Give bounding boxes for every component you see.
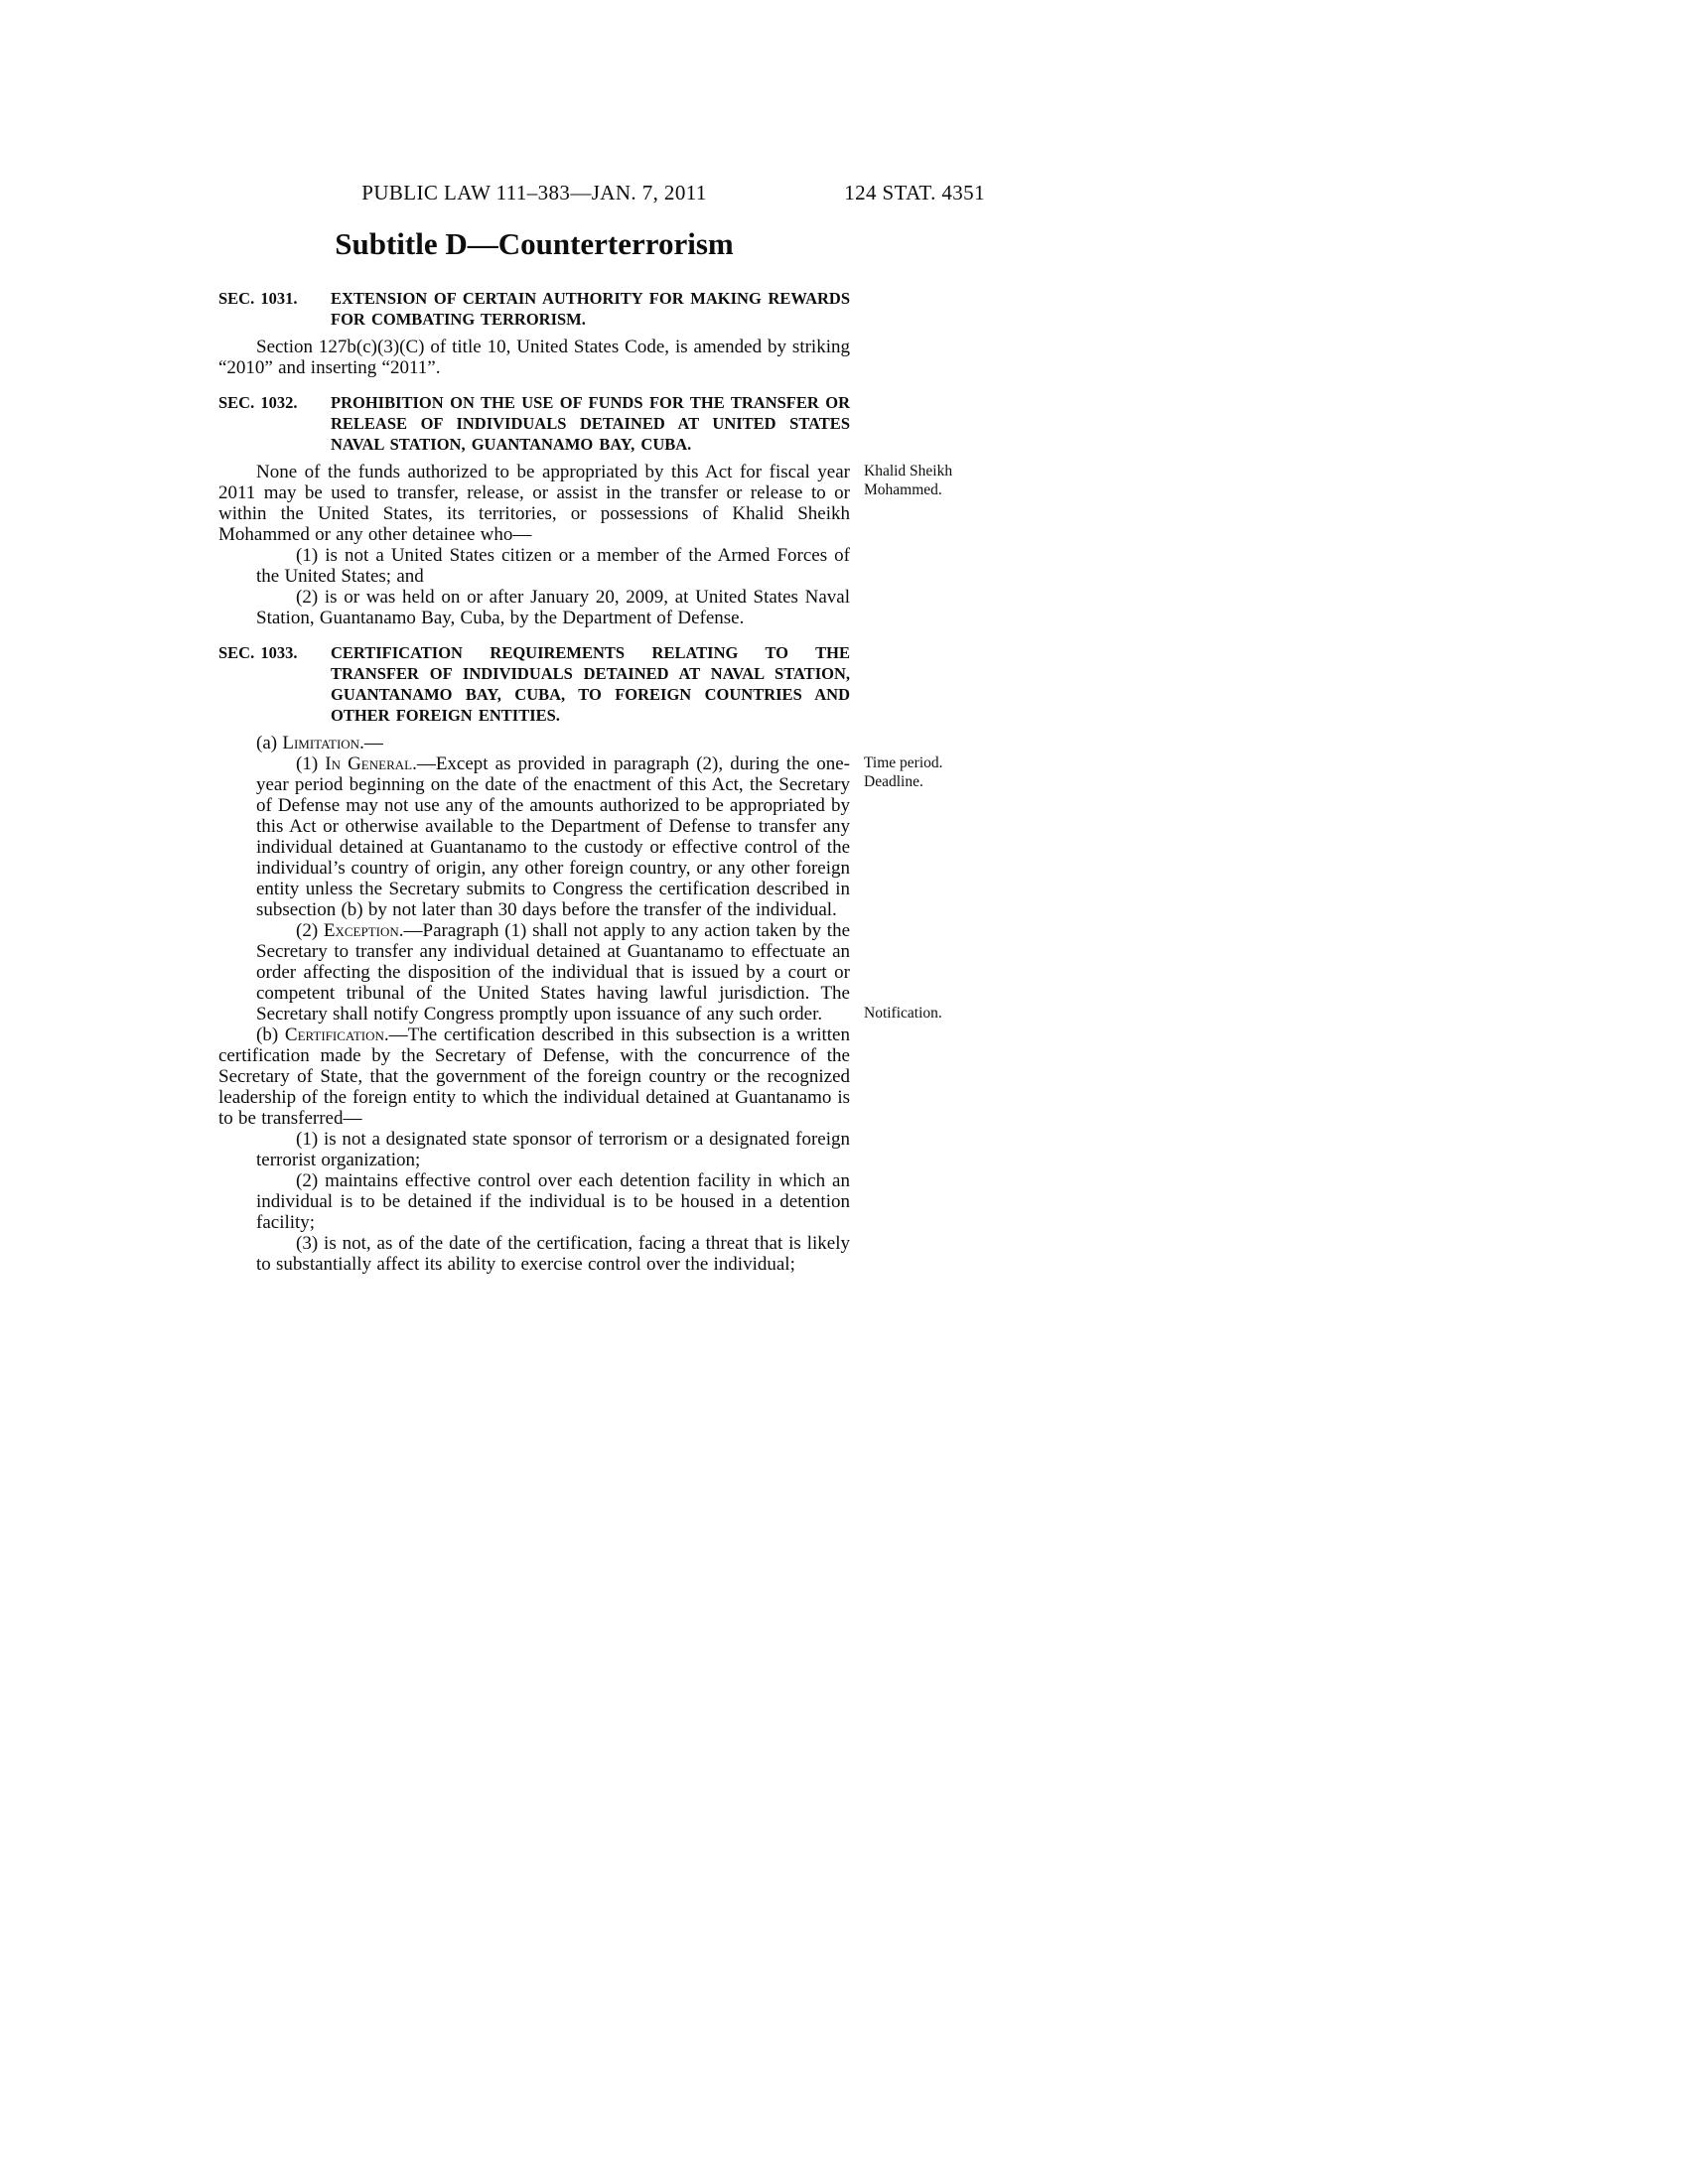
sec-1033-clause-b3: (3) is not, as of the date of the certification, facing a threat that is likely to substantially affect its ability to exercise control over the individual;	[256, 1233, 850, 1275]
margin-note-time-period: Time period.	[864, 754, 943, 771]
sec-1033-paragraph-a1	[256, 753, 850, 920]
subtitle-heading: Subtitle D—Counterterrorism	[335, 226, 734, 261]
sec-1033-subsection-b	[218, 1024, 850, 1129]
sec-1033-clause-b2: (2) maintains effective control over each detention facility in which an individual is to be detained if the individual is to be housed in a detention facility;	[256, 1170, 850, 1233]
sec-1032-heading	[218, 392, 850, 455]
sec-1031-label: SEC. 1031.	[218, 289, 298, 308]
paragraph-a2-prefix: (2)	[296, 920, 324, 941]
paragraph-a1-prefix: (1)	[296, 753, 326, 774]
law-citation: PUBLIC LAW 111–383—JAN. 7, 2011	[361, 181, 707, 205]
margin-note-time-period-deadline	[864, 753, 983, 791]
subsection-a-term: Limitation	[282, 733, 360, 753]
subsection-a-dash: .—	[359, 733, 383, 753]
sec-1031-heading-text: EXTENSION OF CERTAIN AUTHORITY FOR MAKING REWARDS FOR COMBATING TERRORISM.	[331, 289, 850, 329]
running-header	[218, 181, 985, 208]
sec-1032-heading-text: PROHIBITION ON THE USE OF FUNDS FOR THE TRANSFER OR RELEASE OF INDIVIDUALS DETAINED AT UNITED STATES NAVAL STATION, GUANTANAMO BAY, CUBA.	[331, 393, 850, 454]
sec-1033-paragraph-a2	[256, 920, 850, 1024]
main-column	[218, 226, 850, 1275]
subsection-b-term: Certification	[284, 1024, 384, 1045]
subsection-b-text: .—The certification described in this subsection is a written certification made by the Secretary of Defense, with the concurrence of the Secretary of State, that the government of the foreign country or the recognized leadership of the foreign entity to which the individual detained at Guantanamo is to be transferred—	[218, 1024, 850, 1129]
sec-1032-clause-1: (1) is not a United States citizen or a member of the Armed Forces of the United States; and	[256, 545, 850, 587]
sec-1031-heading	[218, 288, 850, 330]
paragraph-a2-term: Exception	[323, 920, 399, 941]
sec-1033-heading	[218, 642, 850, 726]
sec-1032-intro-paragraph: None of the funds authorized to be appropriated by this Act for fiscal year 2011 may be used to transfer, release, or assist in the transfer or release to or within the United States, its territories, or possessions of Khalid Sheikh Mohammed or any other detainee who—	[218, 462, 850, 545]
paragraph-a2-text: .—Paragraph (1) shall not apply to any action taken by the Secretary to transfer any individual detained at Guantanamo to effectuate an order affecting the disposition of the individual that is issued by a court or competent tribunal of the United States having lawful jurisdiction. The Secretary shall notify Congress promptly upon issuance of any such order.	[256, 920, 851, 1024]
margin-note-notification: Notification.	[864, 1005, 942, 1022]
sec-1033-label: SEC. 1033.	[218, 643, 298, 662]
subsection-b-prefix: (b)	[256, 1024, 285, 1045]
sec-1033-clause-b1: (1) is not a designated state sponsor of terrorism or a designated foreign terrorist organization;	[256, 1129, 850, 1170]
sec-1032-clause-2: (2) is or was held on or after January 20, 2009, at United States Naval Station, Guantanamo Bay, Cuba, by the Department of Defense.	[256, 587, 850, 628]
sec-1032-label: SEC. 1032.	[218, 393, 298, 412]
sec-1033-heading-text: CERTIFICATION REQUIREMENTS RELATING TO THE TRANSFER OF INDIVIDUALS DETAINED AT NAVAL STATION, GUANTANAMO BAY, CUBA, TO FOREIGN COUNTRIES AND OTHER FOREIGN ENTITIES.	[331, 643, 850, 725]
stat-citation: 124 STAT. 4351	[844, 181, 985, 205]
sec-1033-subsection-a-lead	[218, 733, 850, 753]
page-content	[218, 181, 985, 1275]
paragraph-a1-text: .—Except as provided in paragraph (2), during the one-year period beginning on the date of the enactment of this Act, the Secretary of Defense may not use any of the amounts authorized to be appropriated by this Act or otherwise available to the Department of Defense to transfer any individual detained at Guantanamo to the custody or effective control of the individual’s country of origin, any other foreign country, or any other foreign entity unless the Secretary submits to Congress the certification described in subsection (b) by not later than 30 days before the transfer of the individual.	[256, 753, 850, 920]
sec-1031-body: Section 127b(c)(3)(C) of title 10, United States Code, is amended by striking “2010” and inserting “2011”.	[218, 337, 850, 378]
subsection-a-prefix: (a)	[256, 733, 283, 753]
margin-note-deadline: Deadline.	[864, 773, 923, 790]
paragraph-a1-term: In General	[325, 753, 413, 774]
margin-note-khalid-sheikh-mohammed: Khalid Sheikh Mohammed.	[864, 463, 953, 498]
